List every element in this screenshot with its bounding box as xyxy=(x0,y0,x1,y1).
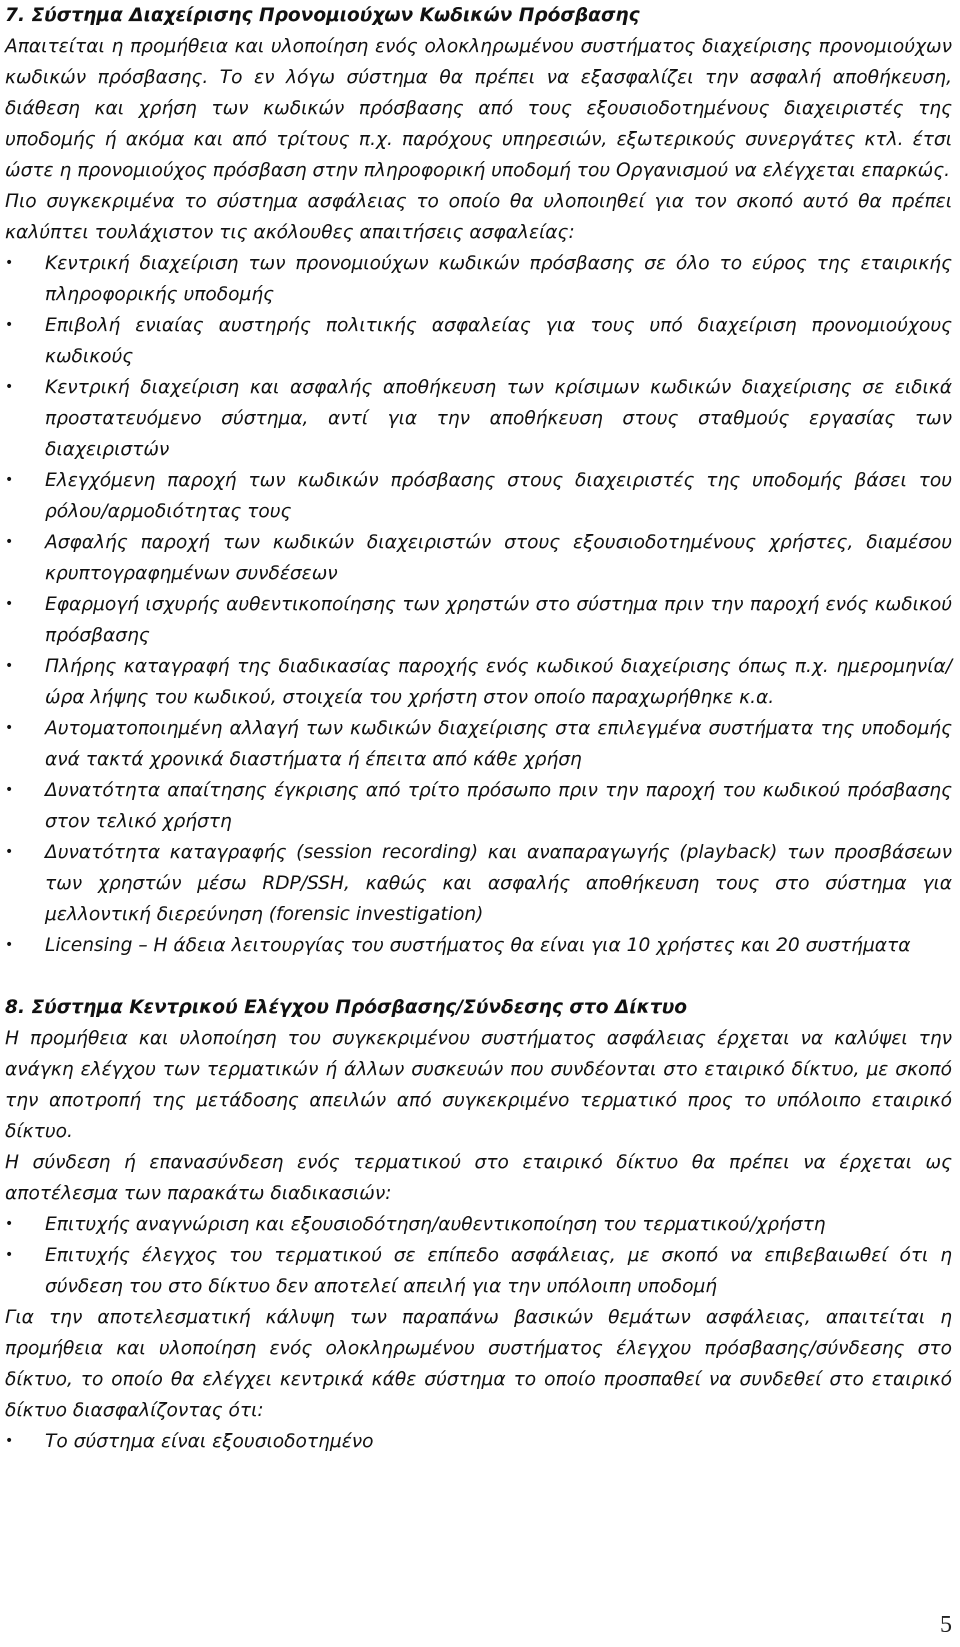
section-8-heading: 8. Σύστημα Κεντρικού Ελέγχου Πρόσβασης/Σύνδεσης στο Δίκτυο xyxy=(5,997,688,1018)
section-8-procedures-list xyxy=(5,1209,952,1302)
bullet-icon: • xyxy=(5,379,14,395)
section-8-intro: Η προμήθεια και υλοποίηση του συγκεκριμένου συστήματος ασφάλειας έρχεται να καλύψει την ανάγκη ελέγχου των τερματικών ή άλλων συσκευών που συνδέονται στο εταιρικό δίκτυο, με σκοπό την αποτροπή της μετάδοσης απειλών από συγκεκριμένο τερματικό προς το υπόλοιπο εταιρικό δίκτυο. xyxy=(5,1028,952,1142)
section-8-closing: Για την αποτελεσματική κάλυψη των παραπάνω βασικών θεμάτων ασφάλειας, απαιτείται η προμήθεια και υλοποίηση ενός ολοκληρωμένου συστήματος έλεγχου πρόσβασης/σύνδεσης στο δίκτυο, το οποίο θα ελέγχει κεντρικά κάθε σύστημα το οποίο προσπαθεί να συνδεθεί στο εταιρικό δίκτυο διασφαλίζοντας ότι: xyxy=(5,1307,952,1421)
list-item: • Επιτυχής αναγνώριση και εξουσιοδότηση/αυθεντικοποίηση του τερματικού/χρήστη xyxy=(5,1209,952,1240)
section-7-requirements-intro: Πιο συγκεκριμένα το σύστημα ασφάλειας το οποίο θα υλοποιηθεί για τον σκοπό αυτό θα πρέπει καλύπτει τουλάχιστον τις ακόλουθες απαιτήσεις ασφαλείας: xyxy=(5,191,952,243)
bullet-icon: • xyxy=(5,1247,14,1263)
bullet-icon: • xyxy=(5,472,14,488)
list-item: • Πλήρης καταγραφή της διαδικασίας παροχής ενός κωδικού διαχείρισης όπως π.χ. ημερομηνία/ώρα λήψης του κωδικού, στοιχεία του χρήστη στον οποίο παραχωρήθηκε κ.α. xyxy=(5,651,952,713)
bullet-icon: • xyxy=(5,534,14,550)
list-item: • Επιβολή ενιαίας αυστηρής πολιτικής ασφαλείας για τους υπό διαχείριση προνομιούχους κωδικούς xyxy=(5,310,952,372)
list-item: • Ελεγχόμενη παροχή των κωδικών πρόσβασης στους διαχειριστές της υποδομής βάσει του ρόλου/αρμοδιότητας τους xyxy=(5,465,952,527)
section-7-requirements-list xyxy=(5,248,952,961)
list-item: • Αυτοματοποιημένη αλλαγή των κωδικών διαχείρισης στα επιλεγμένα συστήματα της υποδομής ανά τακτά χρονικά διαστήματα ή έπειτα από κάθε χρήση xyxy=(5,713,952,775)
section-7 xyxy=(5,0,952,961)
bullet-icon: • xyxy=(5,720,14,736)
bullet-icon: • xyxy=(5,782,14,798)
section-8-connection-intro: Η σύνδεση ή επανασύνδεση ενός τερματικού στο εταιρικό δίκτυο θα πρέπει να έρχεται ως αποτέλεσμα των παρακάτω διαδικασιών: xyxy=(5,1152,952,1204)
section-7-heading: 7. Σύστημα Διαχείρισης Προνομιούχων Κωδικών Πρόσβασης xyxy=(5,5,640,26)
bullet-icon: • xyxy=(5,317,14,333)
list-item: • Επιτυχής έλεγχος του τερματικού σε επίπεδο ασφάλειας, με σκοπό να επιβεβαιωθεί ότι η σύνδεση του στο δίκτυο δεν αποτελεί απειλή για την υπόλοιπη υποδομή xyxy=(5,1240,952,1302)
list-item: • Εφαρμογή ισχυρής αυθεντικοποίησης των χρηστών στο σύστημα πριν την παροχή ενός κωδικού πρόσβασης xyxy=(5,589,952,651)
section-7-intro: Απαιτείται η προμήθεια και υλοποίηση ενός ολοκληρωμένου συστήματος διαχείρισης προνομιούχων κωδικών πρόσβασης. Το εν λόγω σύστημα θα πρέπει να εξασφαλίζει την ασφαλή αποθήκευση, διάθεση και χρήση των κωδικών πρόσβασης από τους εξουσιοδοτημένους διαχειριστές της υποδομής ή ακόμα και από τρίτους π.χ. παρόχους υπηρεσιών, εξωτερικούς συνεργάτες κτλ. έτσι ώστε η προνομιούχος πρόσβαση στην πληροφορική υποδομή του Οργανισμού να ελέγχεται επαρκώς. xyxy=(5,36,952,181)
section-8-final-list xyxy=(5,1426,952,1457)
list-item: • Licensing – Η άδεια λειτουργίας του συστήματος θα είναι για 10 χρήστες και 20 συστήματα xyxy=(5,930,952,961)
list-item: • Το σύστημα είναι εξουσιοδοτημένο xyxy=(5,1426,952,1457)
section-spacer xyxy=(5,961,960,992)
bullet-icon: • xyxy=(5,1433,14,1449)
bullet-icon: • xyxy=(5,596,14,612)
section-8 xyxy=(5,992,952,1457)
page-number: 5 xyxy=(940,1612,952,1638)
list-item: • Ασφαλής παροχή των κωδικών διαχειριστών στους εξουσιοδοτημένους χρήστες, διαμέσου κρυπτογραφημένων συνδέσεων xyxy=(5,527,952,589)
bullet-icon: • xyxy=(5,937,14,953)
list-item: • Κεντρική διαχείριση και ασφαλής αποθήκευση των κρίσιμων κωδικών διαχείρισης σε ειδικά προστατευόμενο σύστημα, αντί για την αποθήκευση στους σταθμούς εργασίας των διαχειριστών xyxy=(5,372,952,465)
list-item: • Κεντρική διαχείριση των προνομιούχων κωδικών πρόσβασης σε όλο το εύρος της εταιρικής πληροφορικής υποδομής xyxy=(5,248,952,310)
list-item: • Δυνατότητα απαίτησης έγκρισης από τρίτο πρόσωπο πριν την παροχή του κωδικού πρόσβασης στον τελικό χρήστη xyxy=(5,775,952,837)
bullet-icon: • xyxy=(5,658,14,674)
list-item: • Δυνατότητα καταγραφής (session recording) και αναπαραγωγής (playback) των προσβάσεων των χρηστών μέσω RDP/SSH, καθώς και ασφαλής αποθήκευση τους στο σύστημα για μελλοντική διερεύνηση (forensic investigation) xyxy=(5,837,952,930)
bullet-icon: • xyxy=(5,255,14,271)
bullet-icon: • xyxy=(5,844,14,860)
bullet-icon: • xyxy=(5,1216,14,1232)
